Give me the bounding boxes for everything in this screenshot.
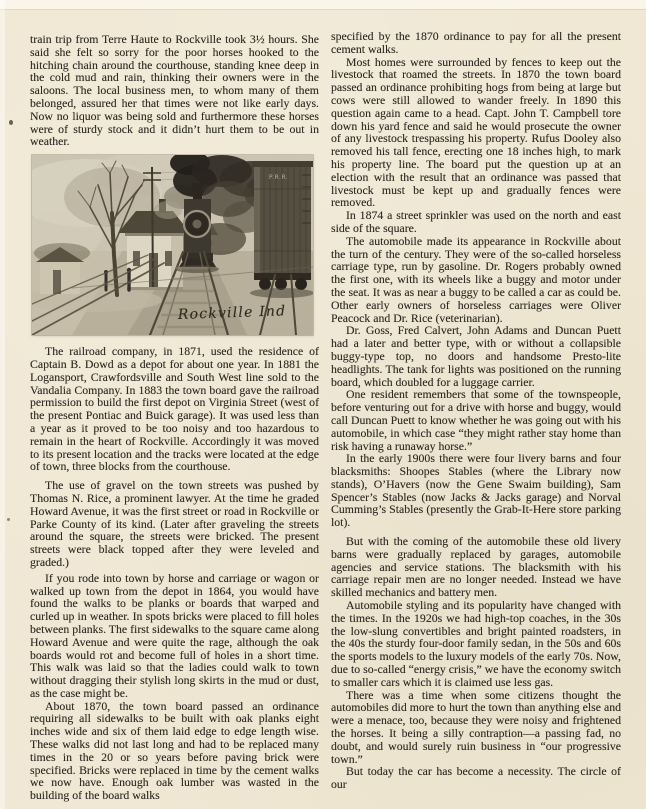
ink-speck	[7, 518, 10, 521]
paragraph-fences-livestock: Most homes were surrounded by fences to keep out the livestock that roamed the streets. In 1870 the town board passed an ordinance prohibiting hogs from being at large but cows were still allowed to wander freely. In 1890 this question again came to a head. Capt. John T. Campbell tore down his yard fence and said he would prosecute the owner of any livestock trespassing his property. Rufus Dooley also removed his tall fence, erecting one 18 inches high, to mark his property line. The board put the question up at an election with the result that an ordinance was passed that livestock must be kept up and gradually fences were removed.	[331, 54, 621, 210]
paragraph-gravel-streets: The use of gravel on the town streets was pushed by Thomas N. Rice, a prominent lawyer. At the time he graded Howard Avenue, it was the first street or road in Rockville or Parke County of its kind. (Later after graveling the streets around the square, the streets were bricked. The present streets were black topped after they were leveled and graded.)	[30, 478, 319, 569]
paragraph-street-sprinkler: In 1874 a street sprinkler was used on the north and east side of the square.	[331, 208, 621, 235]
paragraph-better-type-cars: Dr. Goss, Fred Calvert, John Adams and Duncan Puett had a later and better type, with or without a collapsible buggy-type top, no doors and handsome Presto-lite headlights. The tank for lights was positioned on the running board, which doubled for a luggage carrier.	[331, 323, 621, 389]
depot-photograph	[32, 155, 313, 335]
left-column	[30, 33, 319, 802]
paragraph-livery-barns: In the early 1900s there were four livery barns and four blacksmiths: Shoopes Stables (where the Library now stands), O’Havers (now the Gene Swaim building), Sam Spencer’s Stables (now Jacks & Jacks garage) and Norval Cumming’s Stables (presently the Grab-It-Here store parking lot).	[331, 451, 621, 530]
scan-top-edge	[0, 0, 646, 10]
paragraph-cement-walks: specified by the 1870 ordinance to pay for all the present cement walks.	[331, 29, 621, 56]
paragraph-auto-styling: Automobile styling and its popularity have changed with the times. In the 1920s we had high-top coaches, in the 30s the low-slung convertibles and bright painted roadsters, in the 40s the sturdy four-door family sedan, in the 50s and 60s the sports models to the luxury models of the early 70s. Now, due to so-called “energy crisis,” we have the economy switch to smaller cars which it is claimed use less gas.	[331, 598, 622, 689]
paragraph-duncan-puett: One resident remembers that some of the townspeople, before venturing out for a drive with horse and buggy, would call Duncan Puett to know whether he was going out with his automobile, in which case “they might rather stay home than risk having a runaway horse.”	[331, 387, 621, 453]
boxcar-label: P.R.R.	[269, 174, 289, 182]
paragraph-citizens-menace: There was a time when some citizens thought the automobiles did more to hurt the town than anything else and were a menace, too, because they were noisy and frightened the horses. It being a silly contraption—a passing fad, no doubt, and would surely ruin business in “our progressive town.”	[331, 687, 621, 766]
paragraph-train-trip: train trip from Terre Haute to Rockville took 3½ hours. She said she felt so sorry for the poor horses hooked to the hitching chain around the courthouse, standing knee deep in the cold mud and rain, thinking their owners were in the saloons. The local business men, to whom many of them belonged, assured her that times were not like early days. Now no liquor was being sold and furthermore these horses were of sturdy stock and it didn’t hurt them to be out in weather.	[30, 32, 319, 149]
paragraph-garages-replace: But with the coming of the automobile these old livery barns were gradually replaced by garages, automobile agencies and service stations. The blacksmith with his carriage repair men are no longer needed. Instead we have skilled mechanics and battery men.	[331, 534, 621, 600]
paragraph-first-automobile: The automobile made its appearance in Rockville about the turn of the century. They were of the so-called horseless carriage type, run by gasoline. Dr. Rogers probably owned the first one, with its wheels like a buggy and motor under the seat. It was as near a buggy to be called a car as could be. Other early owners of horseless carriages were Oliver Peacock and Dr. Rice (veterinarian).	[331, 233, 621, 325]
boxcar	[250, 161, 313, 298]
paragraph-plank-walks: If you rode into town by horse and carriage or wagon or walked up town from the depot in 1864, you would have found the walks to be planks or boards that warped and curled up in weather. In spots bricks were placed to fill holes between planks. The first sidewalks to the square came along Howard Avenue and were quite the rage, although the oak boards would rot and become full of holes in a short time. This walk was laid so that the ladies could walk to town without dragging their stylish long skirts in the mud or dust, as the case might be.	[30, 570, 319, 700]
scan-left-edge	[0, 0, 5, 809]
right-column	[331, 30, 621, 791]
depot-photo-illustration	[32, 155, 313, 335]
photo-caption: Rockville Ind	[177, 303, 287, 324]
ink-speck	[9, 120, 13, 125]
paragraph-railroad-company: The railroad company, in 1871, used the residence of Captain B. Dowd as a depot for about one year. In 1881 the Logansport, Crawfordsville and South West line sold to the Vandalia Company. In 1883 the town board gave the railroad permission to build the first depot on Virginia Street (west of the present Pontiac and Buick garage). It was used less than a year as it proved to be too noisy and too hazardous to remain in the heart of Rockville. Accordingly it was moved to its present location and the tracks were located at the edge of town, three blocks from the courthouse.	[30, 344, 319, 474]
paragraph-oak-sidewalks: About 1870, the town board passed an ordinance requiring all sidewalks to be built with oak planks eight inches wide and six of them laid edge to edge length wise. These walks did not last long and had to be replaced many times in the 20 or so years before paving brick were specified. Bricks were replaced in time by the cement walks we now have. Enough oak lumber was wasted in the building of the board walks	[30, 698, 319, 803]
paragraph-car-necessity: But today the car has become a necessity. The circle of our	[331, 764, 621, 792]
